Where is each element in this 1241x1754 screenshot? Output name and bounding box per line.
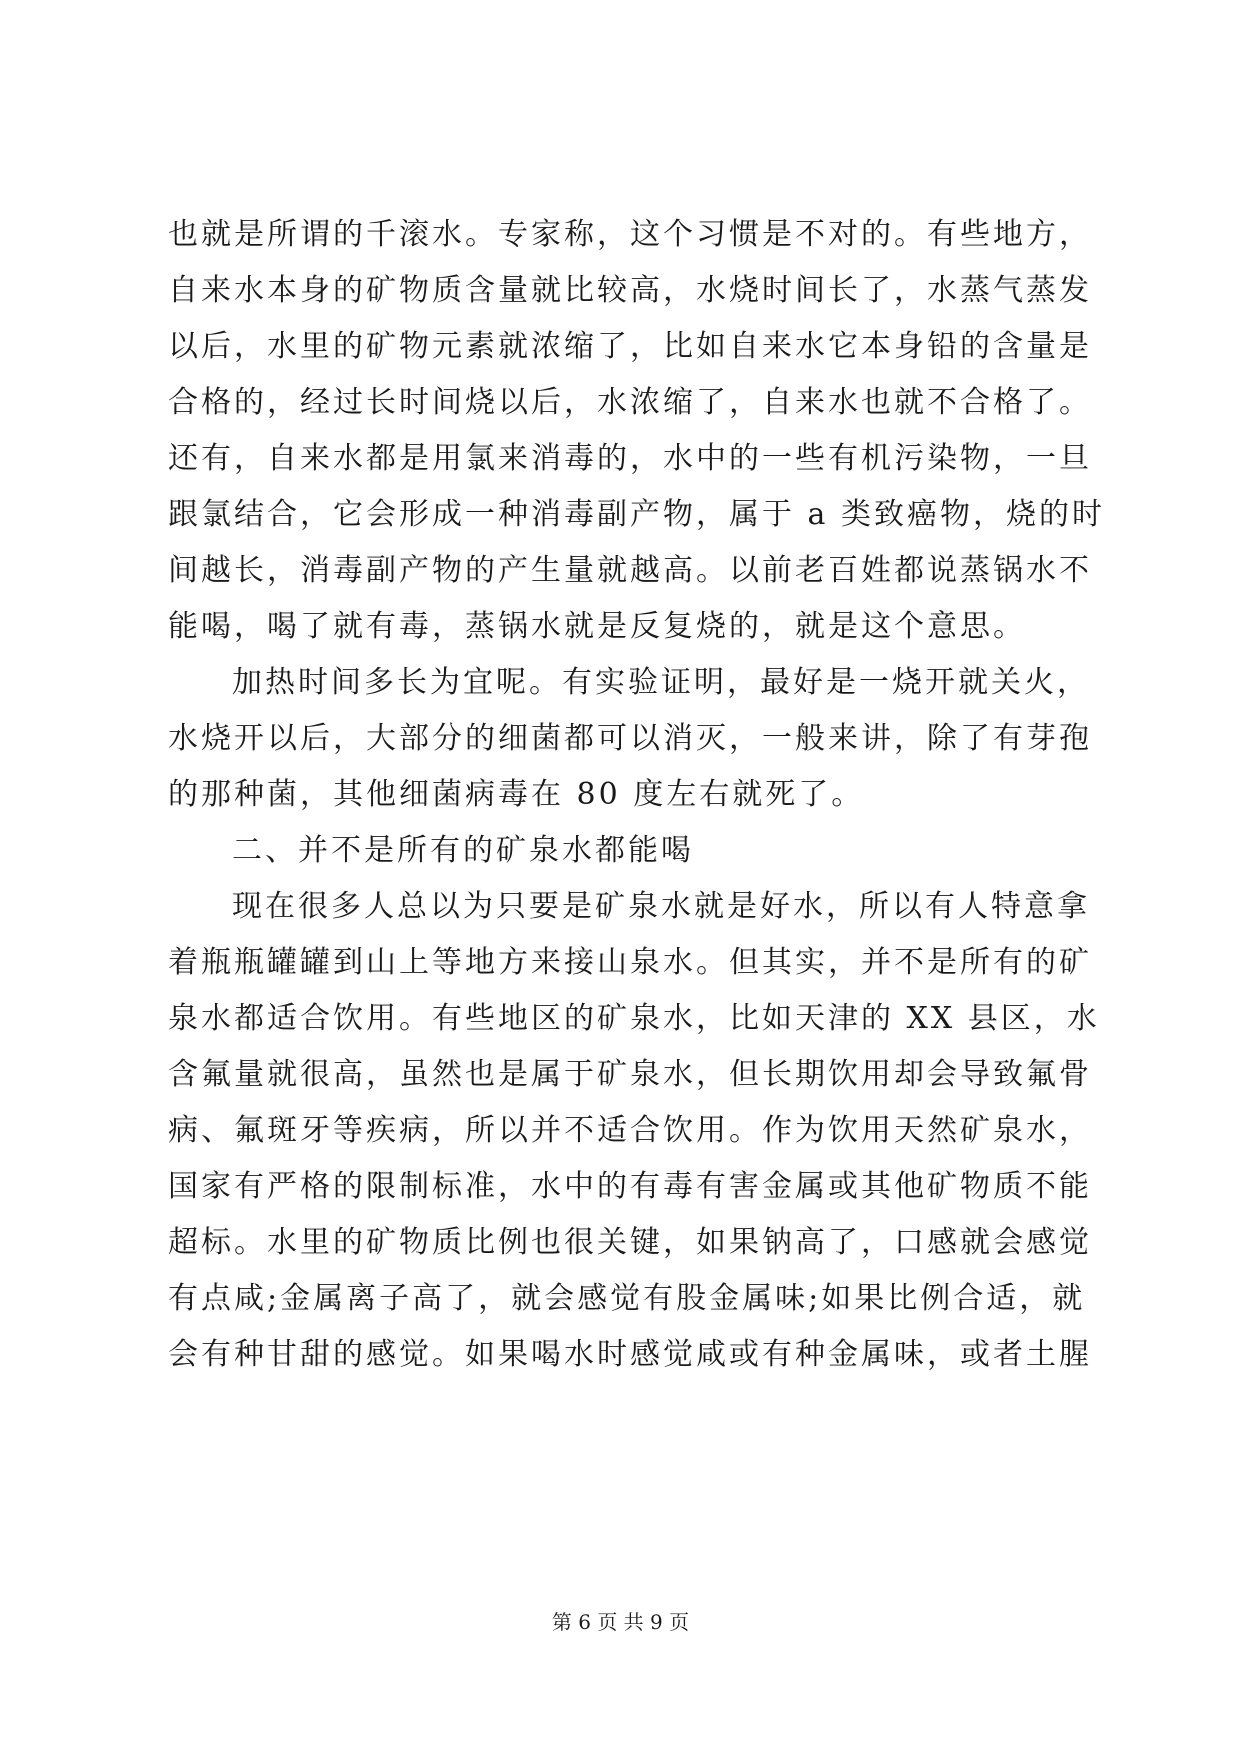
text-line: 跟氯结合，它会形成一种消毒副产物，属于 a 类致癌物，烧的时	[168, 497, 1105, 532]
text-line: 也就是所谓的千滚水。专家称，这个习惯是不对的。有些地方，	[168, 217, 1092, 252]
text-line: 还有，自来水都是用氯来消毒的，水中的一些有机污染物，一旦	[168, 441, 1092, 476]
text-line: 间越长，消毒副产物的产生量就越高。以前老百姓都说蒸锅水不	[168, 553, 1092, 588]
text-line: 国家有严格的限制标准，水中的有毒有害金属或其他矿物质不能	[168, 1169, 1092, 1204]
text-line: 着瓶瓶罐罐到山上等地方来接山泉水。但其实，并不是所有的矿	[168, 945, 1092, 980]
text-line: 有点咸;金属离子高了，就会感觉有股金属味;如果比例合适，就	[168, 1281, 1086, 1316]
paragraph-first-line: 加热时间多长为宜呢。有实验证明，最好是一烧开就关火，	[232, 665, 1090, 700]
text-line: 能喝，喝了就有毒，蒸锅水就是反复烧的，就是这个意思。	[168, 609, 1026, 644]
text-line: 自来水本身的矿物质含量就比较高，水烧时间长了，水蒸气蒸发	[168, 273, 1092, 308]
text-line: 超标。水里的矿物质比例也很关键，如果钠高了，口感就会感觉	[168, 1225, 1092, 1260]
text-line: 的那种菌，其他细菌病毒在 80 度左右就死了。	[168, 777, 865, 812]
paragraph-first-line: 现在很多人总以为只要是矿泉水就是好水，所以有人特意拿	[232, 889, 1090, 924]
text-line: 合格的，经过长时间烧以后，水浓缩了，自来水也就不合格了。	[168, 385, 1092, 420]
section-heading: 二、并不是所有的矿泉水都能喝	[232, 833, 694, 868]
text-line: 以后，水里的矿物元素就浓缩了，比如自来水它本身铅的含量是	[168, 329, 1092, 364]
text-line: 泉水都适合饮用。有些地区的矿泉水，比如天津的 XX 县区，水	[168, 1001, 1100, 1036]
text-line: 含氟量就很高，虽然也是属于矿泉水，但长期饮用却会导致氟骨	[168, 1057, 1092, 1092]
page-number-footer: 第 6 页 共 9 页	[551, 1610, 690, 1634]
text-line: 会有种甘甜的感觉。如果喝水时感觉咸或有种金属味，或者土腥	[168, 1337, 1092, 1372]
text-line: 水烧开以后，大部分的细菌都可以消灭，一般来讲，除了有芽孢	[168, 721, 1092, 756]
text-line: 病、氟斑牙等疾病，所以并不适合饮用。作为饮用天然矿泉水，	[168, 1113, 1092, 1148]
